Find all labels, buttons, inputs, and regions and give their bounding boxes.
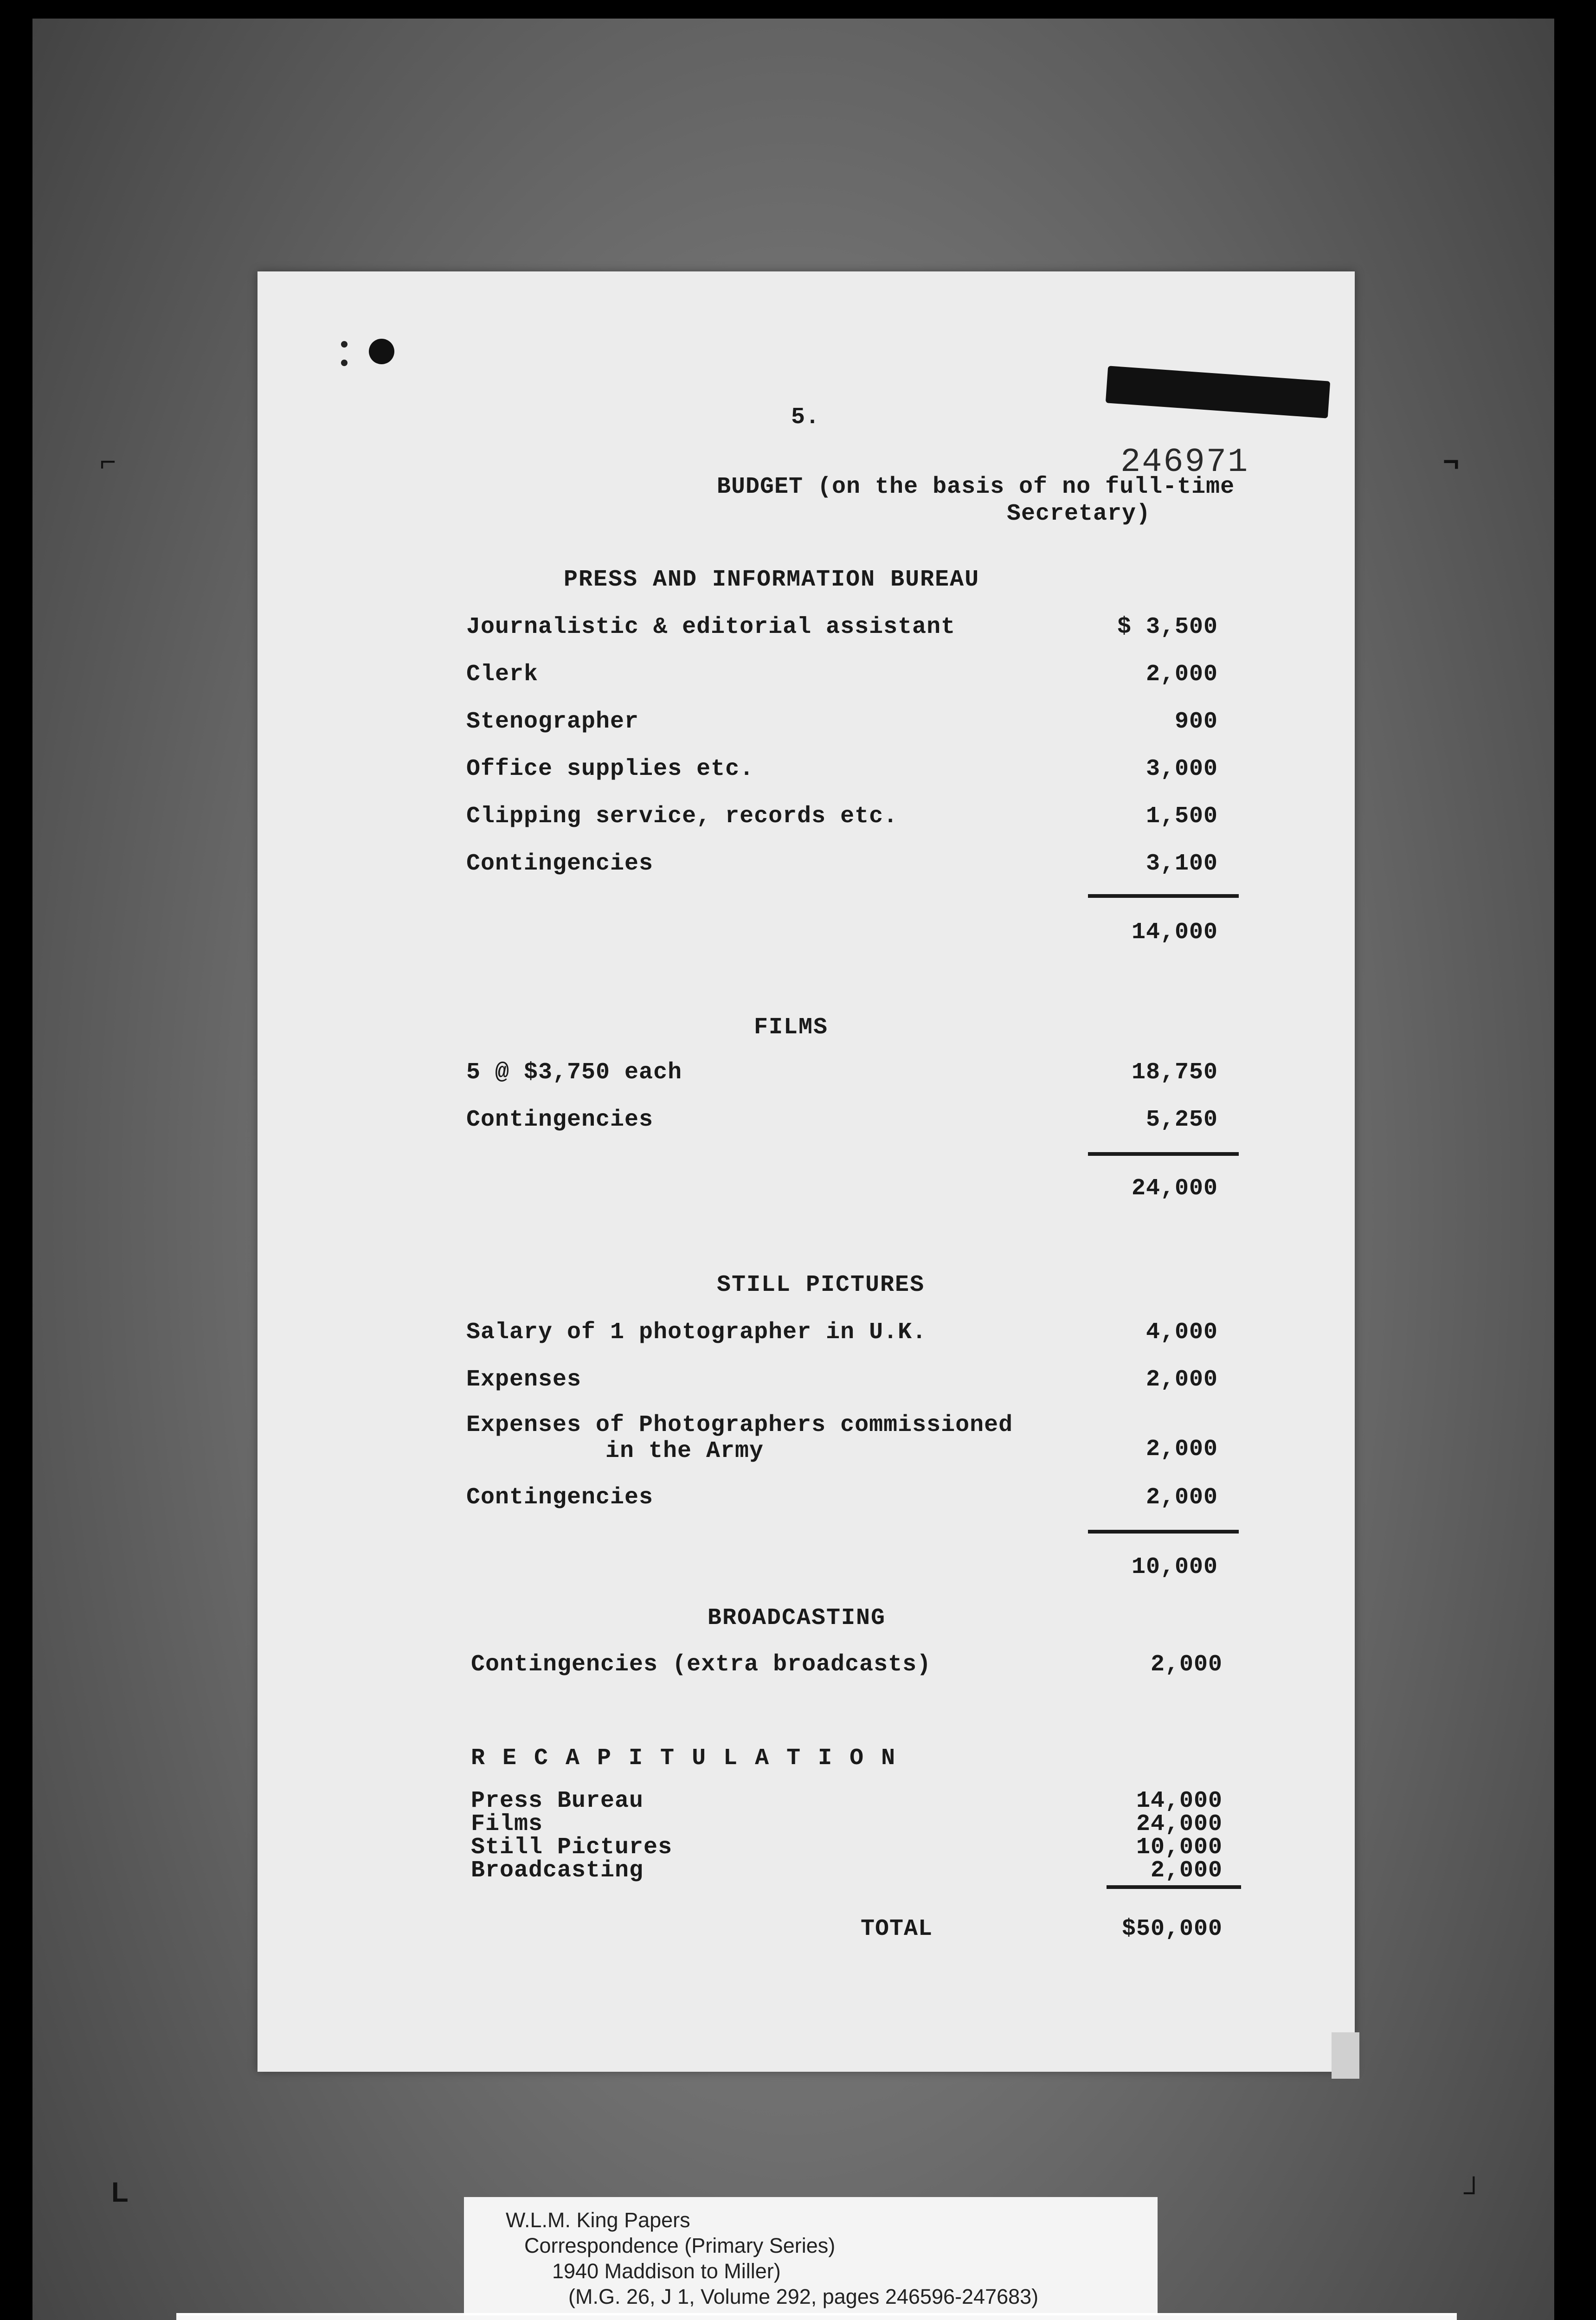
line-item-label: Contingencies [466,851,654,877]
section-heading-still-pictures: STILL PICTURES [717,1272,925,1298]
line-item-label: Contingencies [466,1107,654,1133]
corner-mark-top-left: ⌐ [100,446,116,477]
section-heading-broadcasting: BROADCASTING [708,1605,886,1631]
recap-label: Press Bureau [471,1788,644,1814]
citation-line: (M.G. 26, J 1, Volume 292, pages 246596-247683) [568,2285,1039,2308]
line-item-amount: 2,000 [1146,1484,1218,1511]
line-item-label: Contingencies [466,1484,654,1511]
document-number-stamp: 246971 [1120,443,1249,481]
recap-amount: 2,000 [1150,1857,1223,1884]
archives-banner [176,2315,1457,2320]
subtotal-rule [1088,1530,1239,1534]
line-item-label: Contingencies (extra broadcasts) [471,1651,932,1678]
section-subtotal: 10,000 [1131,1554,1218,1580]
line-item-amount: 2,000 [1150,1651,1223,1678]
line-item-amount: 2,000 [1146,1366,1218,1393]
sheet-edge [1332,2032,1359,2079]
citation-line: 1940 Maddison to Miller) [552,2259,781,2283]
punch-hole [369,339,394,364]
section-heading-recapitulation: R E C A P I T U L A T I O N [471,1745,897,1772]
section-heading-films: FILMS [754,1014,829,1041]
line-item-amount: 18,750 [1131,1059,1218,1086]
line-item-amount: 900 [1174,709,1218,735]
line-item-label: Journalistic & editorial assistant [466,614,956,640]
line-item-label: Office supplies etc. [466,756,754,782]
section-subtotal: 24,000 [1131,1175,1218,1202]
citation-line: Correspondence (Primary Series) [524,2234,836,2257]
line-item-label: 5 @ $3,750 each [466,1059,682,1086]
line-item-label-continued: in the Army [605,1438,764,1464]
line-item-label: Clipping service, records etc. [466,803,898,830]
line-item-amount: 3,000 [1146,756,1218,782]
page-number: 5. [791,404,820,431]
recap-amount: 14,000 [1136,1788,1223,1814]
section-subtotal: 14,000 [1131,919,1218,946]
redaction-bar [1106,366,1330,418]
line-item-amount: 4,000 [1146,1319,1218,1346]
line-item-label: Expenses of Photographers commissioned [466,1412,1013,1438]
grand-total-label: TOTAL [861,1916,933,1942]
punch-dot [341,341,348,348]
line-item-amount: 3,100 [1146,851,1218,877]
recap-label: Films [471,1811,543,1837]
section-heading-press: PRESS AND INFORMATION BUREAU [564,567,980,593]
line-item-amount: 2,000 [1146,661,1218,688]
recap-label: Still Pictures [471,1834,673,1861]
punch-dot [341,360,348,366]
citation-line: W.L.M. King Papers [506,2208,690,2232]
grand-total-amount: $50,000 [1121,1916,1223,1942]
budget-sheet [257,271,1355,2072]
recap-amount: 10,000 [1136,1834,1223,1861]
recap-label: Broadcasting [471,1857,644,1884]
line-item-amount: 5,250 [1146,1107,1218,1133]
line-item-label: Salary of 1 photographer in U.K. [466,1319,927,1346]
subtotal-rule [1088,894,1239,898]
budget-title: BUDGET (on the basis of no full-time [717,474,1235,500]
corner-mark-bottom-left: L [111,2177,129,2208]
line-item-amount: 2,000 [1146,1436,1218,1463]
line-item-label: Clerk [466,661,539,688]
subtotal-rule [1088,1152,1239,1156]
film-border-left [0,0,32,2320]
budget-title-continued: Secretary) [1007,501,1151,527]
corner-mark-top-right: ¬ [1443,446,1460,477]
line-item-label: Expenses [466,1366,582,1393]
total-rule [1107,1885,1241,1889]
line-item-amount: $ 3,500 [1117,614,1218,640]
line-item-label: Stenographer [466,709,639,735]
citation-label [464,2197,1158,2313]
recap-amount: 24,000 [1136,1811,1223,1837]
film-border-right [1554,0,1596,2320]
line-item-amount: 1,500 [1146,803,1218,830]
corner-mark-bottom-right: ┘ [1464,2177,1484,2208]
